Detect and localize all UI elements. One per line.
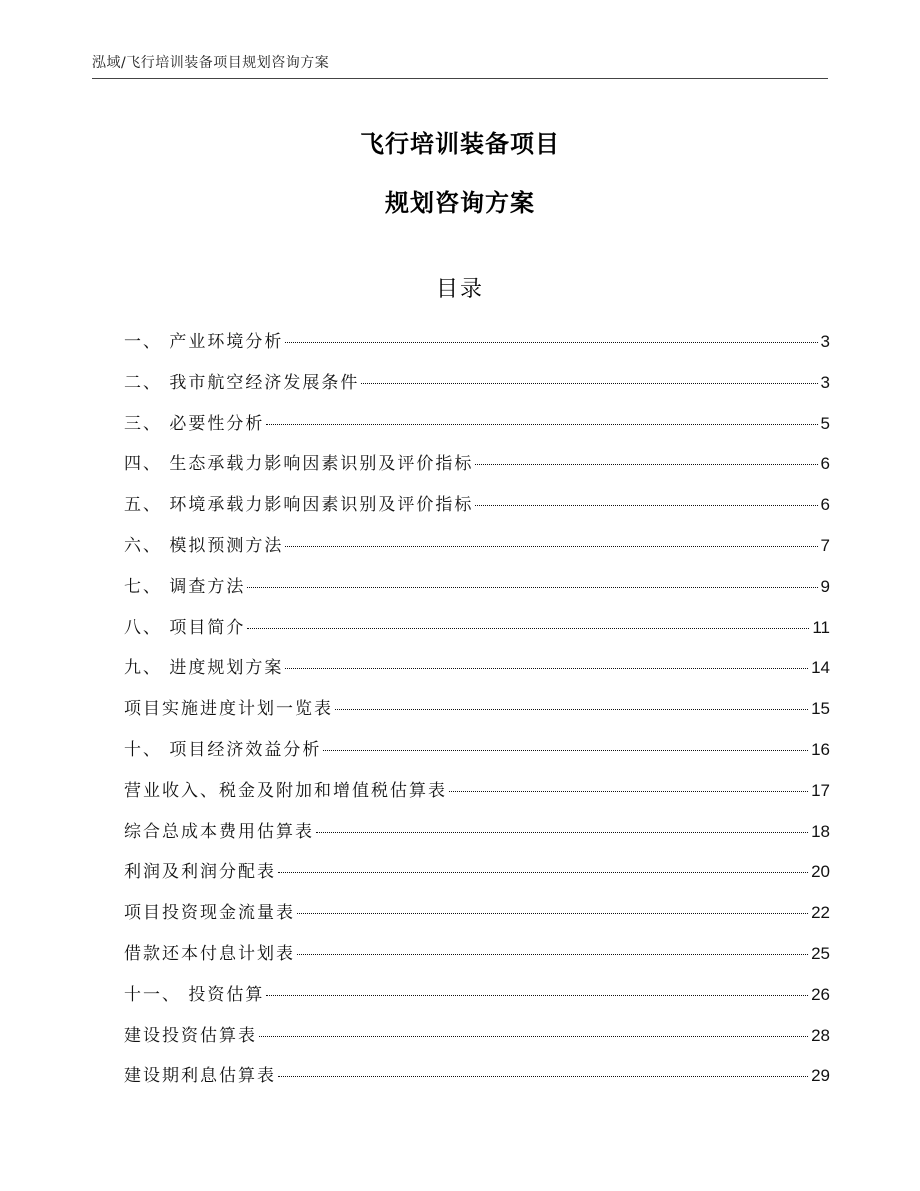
toc-leader-dots: [475, 505, 817, 506]
toc-entry-page-number: 17: [811, 780, 830, 800]
toc-entry[interactable]: [124, 771, 830, 812]
running-header: 泓域/飞行培训装备项目规划咨询方案: [92, 52, 828, 79]
toc-heading: 目录: [435, 277, 484, 302]
toc-leader-dots: [259, 1036, 808, 1037]
toc-leader-dots: [266, 424, 817, 425]
toc-entry-label: 一、 产业环境分析: [124, 332, 284, 352]
toc-entry-page-number: 9: [820, 576, 830, 596]
toc-entry-page-number: 5: [820, 413, 830, 433]
toc-entry-page-number: 20: [811, 862, 830, 882]
toc-leader-dots: [247, 628, 809, 629]
toc-entry-page-number: 18: [811, 821, 830, 841]
toc-leader-dots: [247, 587, 817, 588]
toc-entry[interactable]: [124, 648, 830, 689]
toc-entry-label: 三、 必要性分析: [124, 413, 265, 434]
toc-leader-dots: [475, 464, 817, 465]
toc-entry[interactable]: [124, 322, 830, 363]
toc-entry[interactable]: [124, 404, 830, 445]
toc-entry-page-number: 6: [820, 495, 830, 515]
toc-entry-page-number: 11: [812, 617, 830, 637]
toc-entry[interactable]: [124, 608, 830, 649]
toc-leader-dots: [285, 668, 808, 669]
toc-leader-dots: [449, 791, 808, 792]
toc-entry[interactable]: [124, 812, 830, 853]
document-title-line-2: 规划咨询方案: [385, 189, 535, 217]
toc-leader-dots: [361, 383, 817, 384]
table-of-contents: [124, 322, 830, 1097]
toc-entry-label: 五、 环境承载力影响因素识别及评价指标: [124, 495, 474, 516]
toc-entry-page-number: 25: [811, 943, 830, 963]
toc-entry-label: 二、 我市航空经济发展条件: [124, 372, 360, 393]
toc-entry[interactable]: [124, 444, 830, 485]
toc-entry-label: 九、 进度规划方案: [124, 658, 284, 679]
toc-entry-label: 六、 模拟预测方法: [124, 535, 284, 556]
toc-leader-dots: [316, 832, 808, 833]
toc-entry-page-number: 14: [811, 658, 830, 678]
toc-entry[interactable]: [124, 975, 830, 1016]
toc-entry[interactable]: [124, 934, 830, 975]
toc-leader-dots: [323, 750, 808, 751]
toc-entry[interactable]: [124, 893, 830, 934]
toc-entry-page-number: 16: [811, 739, 830, 759]
toc-leader-dots: [297, 954, 808, 955]
toc-entry-label: 八、 项目简介: [124, 617, 246, 638]
toc-entry-label: 项目实施进度计划一览表: [124, 699, 333, 720]
toc-entry[interactable]: [124, 485, 830, 526]
toc-entry[interactable]: [124, 1016, 830, 1057]
toc-entry-label: 十、 项目经济效益分析: [124, 739, 322, 760]
toc-entry-label: 综合总成本费用估算表: [124, 821, 314, 842]
document-title-line-1: 飞行培训装备项目: [360, 130, 560, 158]
toc-entry-label: 借款还本付息计划表: [124, 943, 295, 964]
toc-entry-label: 利润及利润分配表: [124, 862, 276, 883]
toc-entry-page-number: 26: [811, 984, 830, 1004]
toc-entry-page-number: 3: [820, 332, 830, 351]
toc-entry[interactable]: [124, 526, 830, 567]
toc-entry-page-number: 15: [811, 699, 830, 719]
toc-entry-label: 营业收入、税金及附加和增值税估算表: [124, 780, 447, 801]
toc-entry-page-number: 28: [811, 1025, 830, 1045]
toc-entry[interactable]: [124, 689, 830, 730]
toc-entry[interactable]: [124, 567, 830, 608]
toc-leader-dots: [335, 709, 808, 710]
toc-entry-label: 项目投资现金流量表: [124, 903, 295, 924]
toc-entry-page-number: 22: [811, 903, 830, 923]
toc-entry-label: 建设期利息估算表: [124, 1066, 276, 1087]
toc-entry-label: 建设投资估算表: [124, 1025, 257, 1046]
toc-entry-page-number: 3: [820, 372, 830, 392]
toc-entry-page-number: 6: [820, 454, 830, 474]
toc-entry-label: 四、 生态承载力影响因素识别及评价指标: [124, 454, 474, 475]
toc-entry-label: 十一、 投资估算: [124, 984, 265, 1005]
toc-entry[interactable]: [124, 1056, 830, 1097]
toc-entry-page-number: 7: [820, 535, 830, 555]
toc-entry-page-number: 29: [811, 1066, 830, 1086]
toc-entry[interactable]: [124, 852, 830, 893]
toc-leader-dots: [297, 913, 808, 914]
toc-leader-dots: [266, 995, 808, 996]
toc-leader-dots: [278, 1076, 808, 1077]
toc-entry[interactable]: [124, 730, 830, 771]
toc-entry-label: 七、 调查方法: [124, 576, 246, 597]
toc-leader-dots: [285, 342, 817, 343]
toc-leader-dots: [285, 546, 817, 547]
toc-entry[interactable]: [124, 363, 830, 404]
toc-leader-dots: [278, 872, 808, 873]
